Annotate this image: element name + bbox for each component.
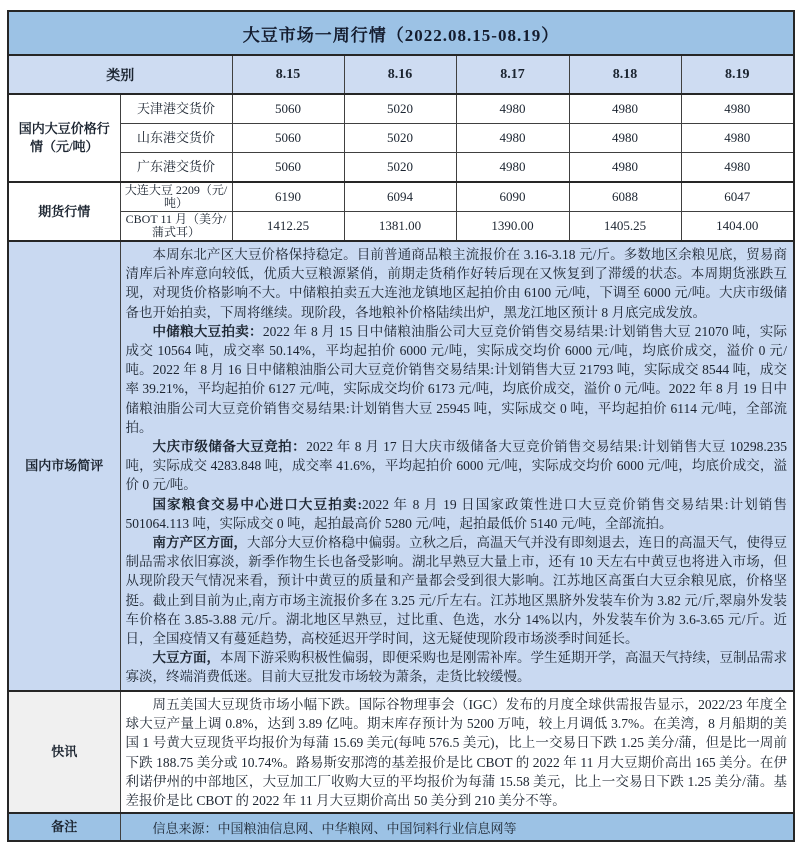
information-source-text: 信息来源：中国粮油信息网、中华粮网、中国饲料行业信息网等	[120, 813, 794, 841]
row-label-dalian-soybean-2209: 大连大豆 2209（元/吨）	[120, 182, 232, 212]
date-header: 8.18	[569, 55, 681, 94]
futures-cell: 1390.00	[456, 212, 569, 242]
futures-cell: 1405.25	[569, 212, 681, 242]
price-cell: 4980	[456, 153, 569, 183]
row-label-shandong-port: 山东港交货价	[120, 124, 232, 153]
paragraph: 周五美国大豆现货市场小幅下跌。国际谷物理事会（IGC）发布的月度全球供需报告显示，2022/23 年度全球大豆产量上调 0.8%，达到 3.89 亿吨。期末库存预计为 5200 万吨，较上月调低 3.7%。在美湾，8 月船期的美国 1 号黄大豆现货平均报价为每蒲 15.69 美元(每吨 576.5 美元)，比上一交易日下跌 1.25 美分/蒲，但是比一周前下跌 188.75 美分或 10.74%。路易斯安那湾的基差报价是比 CBOT 的 2022 年 11 月大豆期价高出 165 美分。在伊利诺伊州的中部地区，大豆加工厂收购大豆的平均报价为每蒲 15.58 美元，比上一交易日下跌 1.25 美分/蒲。基差报价是比 CBOT 的 2022 年 11 月大豆期价高出 50 美分到 210 美分不等。	[125, 697, 788, 809]
price-cell: 4980	[681, 94, 794, 124]
price-cell: 5060	[232, 94, 344, 124]
price-cell: 5020	[344, 153, 456, 183]
price-cell: 5060	[232, 124, 344, 153]
table-row	[8, 153, 794, 183]
group-label-futures: 期货行情	[8, 182, 120, 241]
paragraph: 中储粮大豆拍卖：2022 年 8 月 15 日中储粮油脂公司大豆竞价销售交易结果:计划销售大豆 21070 吨，实际成交 10564 吨，成交率 50.14%，平均起拍价 6000 元/吨，实际成交均价 6000 元/吨，均底价成交，溢价 0 元/吨。2022 年 8 月 16 日中储粮油脂公司大豆竞价销售交易结果:计划销售大豆 21793 吨，实际成交 8544 吨，成交率 39.21%，平均起拍价 6127 元/吨，实际成交均价 6173 元/吨，均底价成交，溢价 0 元/吨。2022 年 8 月 19 日中储粮油脂公司大豆竞价销售交易结果:计划销售大豆 25945 吨，实际成交 0 吨，平均起拍价 6114 元/吨，全部流拍。	[125, 323, 788, 435]
futures-cell: 1412.25	[232, 212, 344, 242]
futures-cell: 6047	[681, 182, 794, 212]
price-cell: 5020	[344, 124, 456, 153]
table-row	[8, 212, 794, 242]
row-label-cbot-november: CBOT 11 月（美分/蒲式耳）	[120, 212, 232, 242]
paragraph-lead: 中储粮大豆拍卖：	[152, 323, 263, 339]
section-label-news-flash: 快讯	[8, 691, 120, 813]
futures-cell: 6090	[456, 182, 569, 212]
row-label-guangdong-port: 广东港交货价	[120, 153, 232, 183]
date-header-row	[8, 55, 794, 94]
paragraph: 本周东北产区大豆价格保持稳定。目前普通商品粮主流报价在 3.16-3.18 元/斤。多数地区余粮见底，贸易商清库后补库意向较低，优质大豆粮源紧俏，前期走货稍作好转后现在又恢复到了滞缓的状态。本周期货涨跌互现，对现货价格影响不大。中储粮拍卖五大连池龙镇地区起拍价由 6100 元/吨，下调至 6000 元/吨。大庆市级储备也开始拍卖，下周将继续。现阶段，各地粮补价格陆续出炉，黑龙江地区预计 8 月底完成发放。	[125, 247, 788, 320]
price-cell: 5060	[232, 153, 344, 183]
price-cell: 4980	[456, 94, 569, 124]
price-cell: 4980	[569, 94, 681, 124]
news-flash-text	[120, 691, 794, 813]
table-row	[8, 124, 794, 153]
date-header: 8.15	[232, 55, 344, 94]
price-cell: 4980	[569, 124, 681, 153]
page-title: 大豆市场一周行情（2022.08.15-08.19）	[8, 11, 794, 55]
futures-cell: 6088	[569, 182, 681, 212]
futures-cell: 6190	[232, 182, 344, 212]
table-row	[8, 182, 794, 212]
futures-cell: 1404.00	[681, 212, 794, 242]
section-label-remark: 备注	[8, 813, 120, 841]
paragraph-lead: 大豆方面，	[152, 650, 221, 666]
commentary-row	[8, 241, 794, 691]
category-header: 类别	[8, 55, 232, 94]
paragraph: 大庆市级储备大豆竞拍：2022 年 8 月 17 日大庆市级储备大豆竞价销售交易结果:计划销售大豆 10298.235 吨，实际成交 4283.848 吨，成交率 41.6%，平均起拍价 6000 元/吨，实际成交均价 6000 元/吨，均底价成交，溢价 0 元/吨。	[125, 439, 788, 493]
price-cell: 5020	[344, 94, 456, 124]
group-label-domestic-prices: 国内大豆价格行情（元/吨）	[8, 94, 120, 182]
paragraph-lead: 大庆市级储备大豆竞拍：	[152, 439, 307, 455]
row-label-tianjin-port: 天津港交货价	[120, 94, 232, 124]
paragraph-lead: 南方产区方面，	[152, 535, 248, 551]
table-row	[8, 94, 794, 124]
paragraph: 大豆方面，本周下游采购积极性偏弱，即便采购也是刚需补库。学生延期开学，高温天气持续，豆制品需求寡淡，终端消费低迷。目前大豆批发市场较为萧条，走货比较缓慢。	[125, 650, 788, 685]
soybean-weekly-report-table	[7, 10, 795, 842]
futures-cell: 6094	[344, 182, 456, 212]
news-row	[8, 691, 794, 813]
price-cell: 4980	[681, 124, 794, 153]
section-label-domestic-market-review: 国内市场简评	[8, 241, 120, 691]
price-cell: 4980	[681, 153, 794, 183]
domestic-market-review-text	[120, 241, 794, 691]
price-cell: 4980	[456, 124, 569, 153]
date-header: 8.16	[344, 55, 456, 94]
paragraph: 南方产区方面，大部分大豆价格稳中偏弱。立秋之后，高温天气并没有即刻退去，连日的高温天气，使得豆制品需求依旧寡淡，新季作物生长也备受影响。湖北早熟豆大量上市，还有 10 天左右中黄豆也将进入市场，但从现阶段天气情况来看，预计中黄豆的质量和产量都会受到很大影响。江苏地区高蛋白大豆余粮见底，价格坚挺。截止到目前为止,南方市场主流报价多在 3.25 元/斤左右。江苏地区黑脐外发装车价为 3.82 元/斤,翠扇外发装车价格在 3.85-3.88 元/斤。湖北地区早熟豆，过比重、色选，水分 14%以内，外发装车价为 3.6-3.65 元/斤。近日，全国疫情又有蔓延趋势，高校延迟开学时间，这无疑使现阶段市场淡季时间延长。	[125, 535, 788, 647]
paragraph-lead: 国家粮食交易中心进口大豆拍卖:	[152, 496, 362, 512]
remark-row	[8, 813, 794, 841]
date-header: 8.19	[681, 55, 794, 94]
date-header: 8.17	[456, 55, 569, 94]
futures-cell: 1381.00	[344, 212, 456, 242]
price-cell: 4980	[569, 153, 681, 183]
paragraph: 国家粮食交易中心进口大豆拍卖:2022 年 8 月 19 日国家政策性进口大豆竞价销售交易结果:计划销售 501064.113 吨，实际成交 0 吨，起拍最高价 5280 元/吨，起拍最低价 5140 元/吨，全部流拍。	[125, 496, 788, 531]
